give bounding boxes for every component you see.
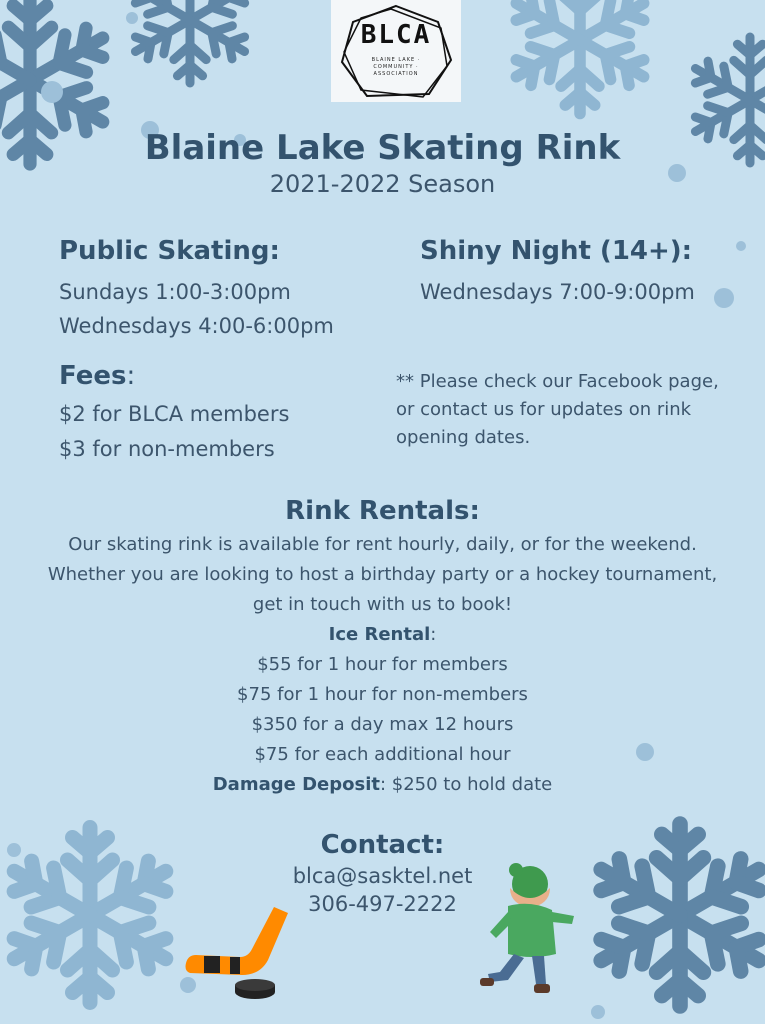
ice-rental-price: $350 for a day max 12 hours [251,714,514,735]
rink-rentals-section [40,496,725,800]
shiny-night-heading: Shiny Night (14+): [420,236,693,266]
contact-phone[interactable]: 306-497-2222 [308,892,457,916]
contact-email[interactable]: blca@sasktel.net [292,864,473,888]
ice-rental-price: $55 for 1 hour for members [257,654,508,675]
ice-rental-label [40,620,725,650]
blca-logo [331,0,461,102]
snowflake-icon [507,0,653,114]
updates-notice: ** Please check our Facebook page, or contact us for updates on rink opening dates. [396,371,719,448]
contact-section [40,830,725,916]
public-skating-time: Wednesdays 4:00-6:00pm [59,314,334,338]
hockey-stick-icon [180,905,300,1005]
ice-rental-price: $75 for each additional hour [254,744,511,765]
fees-heading [59,361,135,391]
ice-rental-colon: : [430,624,437,645]
season-subtitle: 2021-2022 Season [269,170,496,198]
ice-rental-label-text: Ice Rental [328,624,431,645]
fee-item: $3 for non-members [59,437,275,461]
fees-heading-label: Fees [59,361,127,391]
page-title: Blaine Lake Skating Rink [144,128,621,168]
ice-rental-price: $75 for 1 hour for non-members [237,684,528,705]
skating-child-icon [470,862,580,1002]
damage-deposit-value: : $250 to hold date [379,774,553,795]
contact-heading: Contact: [320,830,445,860]
fee-item: $2 for BLCA members [59,402,290,426]
logo-text: BLCA [360,20,432,50]
rentals-description: Our skating rink is available for rent hourly, daily, or for the weekend. Whether you are looking to host a birthday party or a hockey tournament, get in touch with us to book! [47,534,718,615]
public-skating-heading: Public Skating: [59,236,280,266]
logo-ring-icon [331,0,461,102]
damage-deposit-label: Damage Deposit [212,774,380,795]
logo-subtext: BLAINE LAKE · COMMUNITY · ASSOCIATION [371,57,421,77]
snowflake-icon [127,0,252,83]
shiny-night-time: Wednesdays 7:00-9:00pm [420,280,695,304]
public-skating-time: Sundays 1:00-3:00pm [59,280,291,304]
rink-rentals-heading: Rink Rentals: [285,496,480,526]
fees-heading-colon: : [126,361,136,391]
damage-deposit [40,770,725,800]
